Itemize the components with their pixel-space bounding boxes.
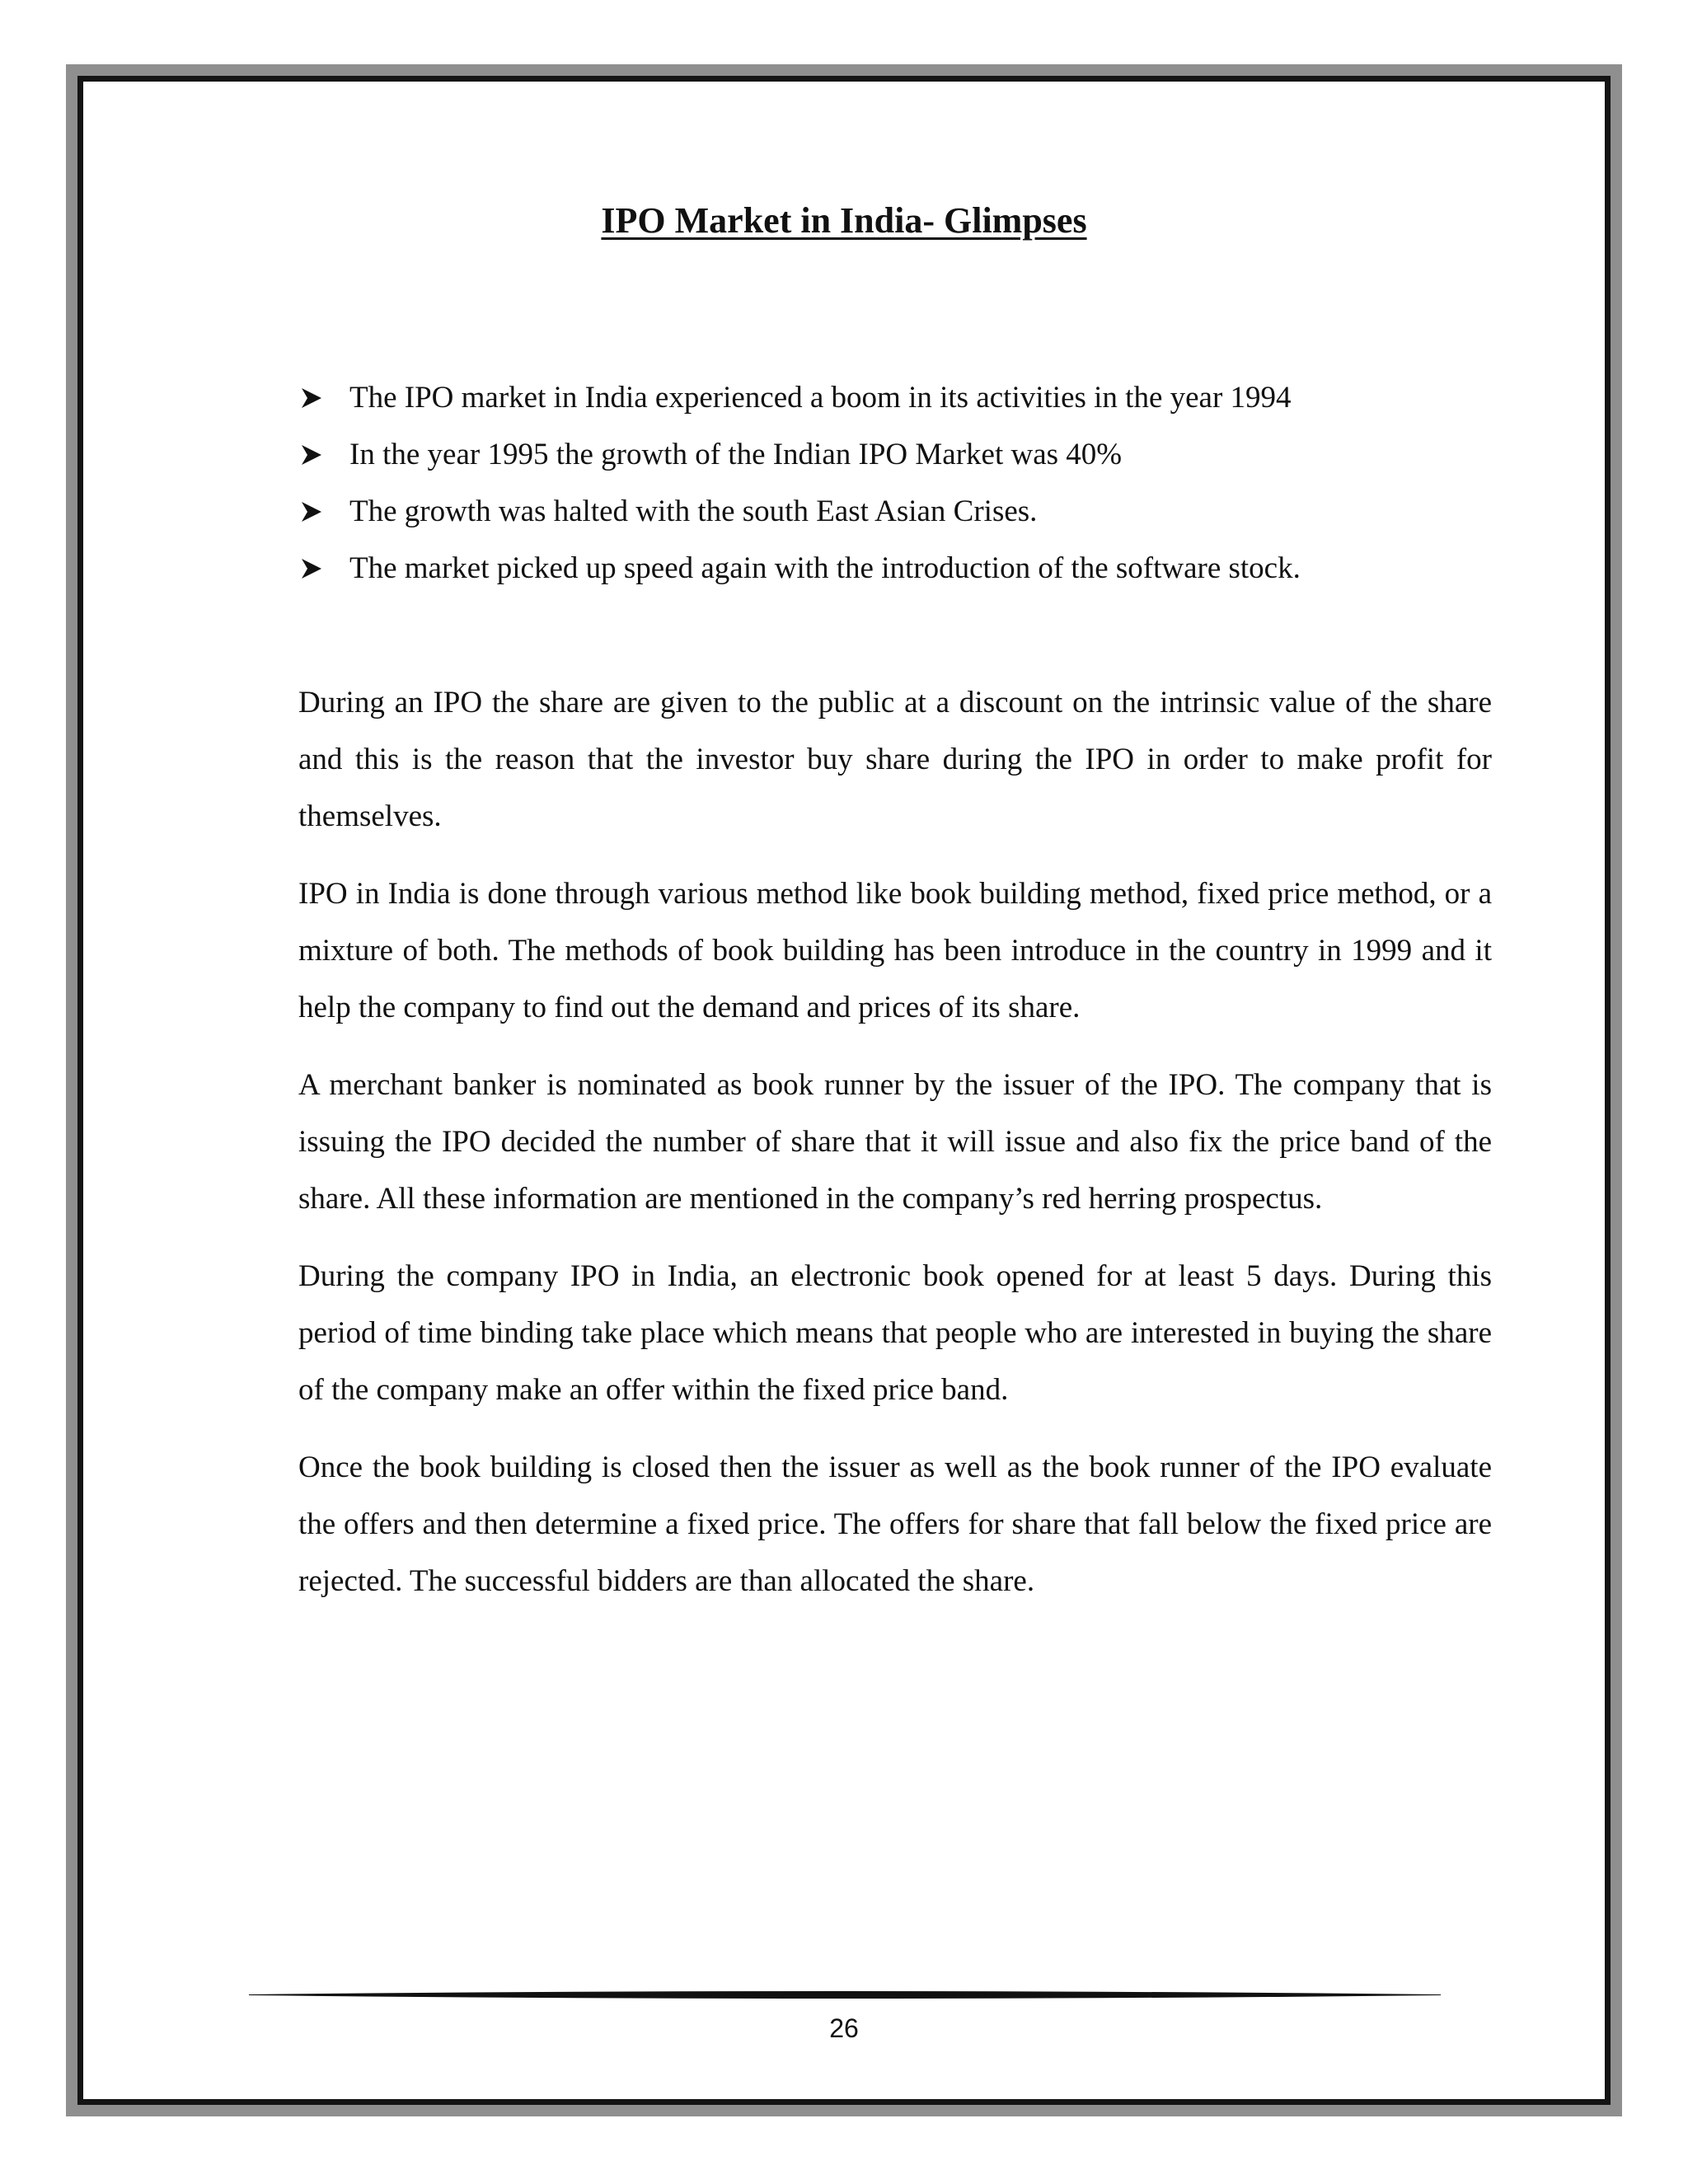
arrow-right-icon — [300, 500, 323, 523]
bullet-item — [300, 426, 1503, 483]
body-paragraph: A merchant banker is nominated as book runner by the issuer of the IPO. The company that is issuing the IPO decided the number of share that it will issue and also fix the price band of the share. All these information are mentioned in the company’s red herring prospectus. — [298, 1068, 1492, 1216]
body-paragraph: Once the book building is closed then the issuer as well as the book runner of the IPO evaluate the offers and then determine a fixed price. The offers for share that fall below the fixed price are rejected. The successful bidders are than allocated the share. — [298, 1451, 1492, 1598]
bullet-item — [300, 540, 1503, 597]
body-paragraph: During the company IPO in India, an electronic book opened for at least 5 days. During this period of time binding take place which means that people who are interested in buying the share of the company make an offer within the fixed price band. — [298, 1259, 1492, 1407]
bullet-item — [300, 369, 1503, 426]
body-paragraph: IPO in India is done through various method like book building method, fixed price method, or a mixture of both. The methods of book building has been introduce in the country in 1999 and it help the company to find out the demand and prices of its share. — [298, 877, 1492, 1024]
footer-divider — [249, 1988, 1441, 2003]
body-text — [298, 674, 1492, 1630]
bullet-text: In the year 1995 the growth of the Indian IPO Market was 40% — [349, 438, 1123, 471]
bullet-item — [300, 483, 1503, 540]
bullet-text: The market picked up speed again with the introduction of the software stock. — [349, 551, 1301, 585]
arrow-right-icon — [300, 557, 323, 580]
bullet-text: The IPO market in India experienced a boom in its activities in the year 1994 — [349, 381, 1292, 415]
body-paragraph: During an IPO the share are given to the public at a discount on the intrinsic value of the share and this is the reason that the investor buy share during the IPO in order to make profit for themselves. — [298, 686, 1492, 833]
page-title-text: IPO Market in India- Glimpses — [601, 200, 1087, 241]
bullet-list — [300, 369, 1503, 597]
page-number: 26 — [829, 2013, 859, 2043]
bullet-text: The growth was halted with the south East Asian Crises. — [349, 494, 1038, 528]
arrow-right-icon — [300, 387, 323, 410]
page-title — [0, 196, 1688, 246]
arrow-right-icon — [300, 443, 323, 466]
